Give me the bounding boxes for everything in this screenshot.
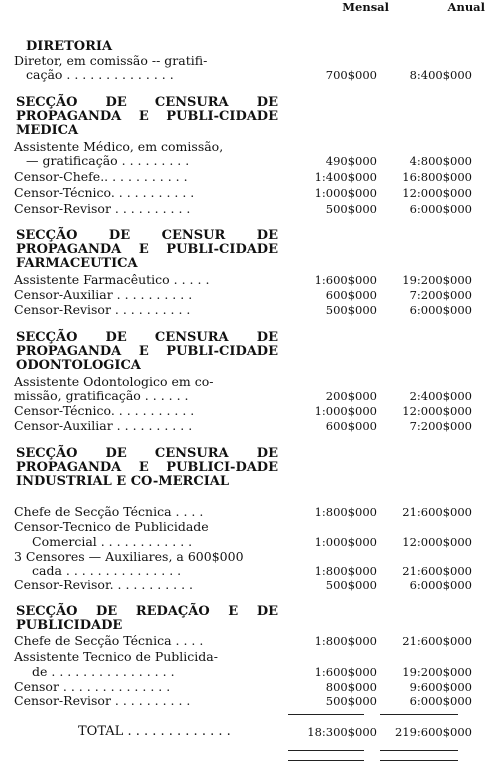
row-label: Censor-Técnico. . . . . . . . . . . <box>14 185 195 200</box>
mensal-value: 600$000 <box>325 288 377 302</box>
row-label: cada . . . . . . . . . . . . . . . <box>32 563 182 578</box>
row-label: Assistente Médico, em comissão, <box>14 139 224 154</box>
header-mensal: Mensal <box>342 0 389 14</box>
row-label: Censor-Revisor . . . . . . . . . . <box>14 693 191 708</box>
section-title-redacao: SECÇÃO DE REDAÇÃO E DE PUBLICIDADE <box>16 604 278 633</box>
row-label: Chefe de Secção Técnica . . . . <box>14 633 204 648</box>
row-label: cação . . . . . . . . . . . . . . <box>26 67 174 82</box>
header-anual: Anual <box>447 0 485 14</box>
divider <box>380 714 458 715</box>
row-label: Censor-Auxiliar . . . . . . . . . . <box>14 418 193 433</box>
total-anual: 219:600$000 <box>394 725 472 739</box>
table-row <box>14 68 474 82</box>
row-label: Diretor, em comissão -- gratifi- <box>14 53 208 68</box>
row-label: Censor-Revisor . . . . . . . . . . <box>14 302 191 317</box>
row-label: missão, gratificação . . . . . . <box>14 388 189 403</box>
anual-value: 6:000$000 <box>409 202 472 216</box>
row-label: — gratificação . . . . . . . . . <box>26 153 190 168</box>
divider <box>380 750 458 751</box>
mensal-value: 1:000$000 <box>314 404 377 418</box>
divider <box>380 760 458 761</box>
table-row <box>14 170 474 184</box>
section-title-medica: SECÇÃO DE CENSURA DE PROPAGANDA E PUBLI-CIDADE MEDICA <box>16 95 278 138</box>
table-row <box>14 505 474 519</box>
table-row <box>14 186 474 200</box>
row-label: Comercial . . . . . . . . . . . . <box>32 534 193 549</box>
row-label: Censor . . . . . . . . . . . . . . <box>14 679 171 694</box>
table-row <box>14 665 474 679</box>
mensal-value: 1:400$000 <box>314 170 377 184</box>
row-label: Censor-Revisor. . . . . . . . . . . <box>14 577 194 592</box>
table-row <box>14 303 474 317</box>
table-row <box>14 375 474 389</box>
mensal-value: 1:800$000 <box>314 564 377 578</box>
mensal-value: 800$000 <box>325 680 377 694</box>
total-label: TOTAL . . . . . . . . . . . . . <box>78 724 231 739</box>
divider <box>288 750 364 751</box>
mensal-value: 500$000 <box>325 303 377 317</box>
anual-value: 19:200$000 <box>402 665 472 679</box>
row-label: Censor-Revisor . . . . . . . . . . <box>14 201 191 216</box>
mensal-value: 200$000 <box>325 389 377 403</box>
section-title-farmaceutica: SECÇÃO DE CENSUR DE PROPAGANDA E PUBLI-CIDADE FARMACEUTICA <box>16 228 278 271</box>
anual-value: 2:400$000 <box>409 389 472 403</box>
anual-value: 16:800$000 <box>402 170 472 184</box>
section-title-odontologica: SECÇÃO DE CENSURA DE PROPAGANDA E PUBLI-CIDADE ODONTOLOGICA <box>16 330 278 373</box>
anual-value: 7:200$000 <box>409 419 472 433</box>
row-label: Censor-Auxiliar . . . . . . . . . . <box>14 287 193 302</box>
table-row <box>14 634 474 648</box>
divider <box>288 760 364 761</box>
anual-value: 7:200$000 <box>409 288 472 302</box>
anual-value: 12:000$000 <box>402 404 472 418</box>
table-row <box>14 288 474 302</box>
mensal-value: 1:800$000 <box>314 634 377 648</box>
row-label: 3 Censores — Auxiliares, a 600$000 <box>14 549 244 564</box>
row-label: Assistente Tecnico de Publicida- <box>14 649 218 664</box>
mensal-value: 1:600$000 <box>314 665 377 679</box>
mensal-value: 1:000$000 <box>314 186 377 200</box>
table-row <box>14 404 474 418</box>
row-label: Censor-Tecnico de Publicidade <box>14 519 209 534</box>
mensal-value: 1:800$000 <box>314 505 377 519</box>
table-row <box>14 680 474 694</box>
anual-value: 21:600$000 <box>402 505 472 519</box>
anual-value: 9:600$000 <box>409 680 472 694</box>
table-row <box>14 578 474 592</box>
row-label: de . . . . . . . . . . . . . . . . <box>32 664 175 679</box>
row-label: Censor-Técnico. . . . . . . . . . . <box>14 403 195 418</box>
mensal-value: 500$000 <box>325 694 377 708</box>
anual-value: 12:000$000 <box>402 535 472 549</box>
table-row <box>14 535 474 549</box>
anual-value: 6:000$000 <box>409 694 472 708</box>
anual-value: 21:600$000 <box>402 564 472 578</box>
anual-value: 6:000$000 <box>409 303 472 317</box>
section-title-diretoria: DIRETORIA <box>26 39 113 54</box>
table-row <box>14 140 474 154</box>
mensal-value: 700$000 <box>325 68 377 82</box>
table-row <box>14 419 474 433</box>
table-row <box>14 54 474 68</box>
anual-value: 21:600$000 <box>402 634 472 648</box>
mensal-value: 490$000 <box>325 154 377 168</box>
divider <box>288 714 364 715</box>
table-row <box>14 520 474 534</box>
row-label: Assistente Odontologico em co- <box>14 374 214 389</box>
section-title-industrial: SECÇÃO DE CENSURA DE PROPAGANDA E PUBLICI-DADE INDUSTRIAL E CO-MERCIAL <box>16 446 278 489</box>
mensal-value: 600$000 <box>325 419 377 433</box>
mensal-value: 500$000 <box>325 578 377 592</box>
table-row <box>14 389 474 403</box>
mensal-value: 500$000 <box>325 202 377 216</box>
table-row <box>14 154 474 168</box>
mensal-value: 1:600$000 <box>314 273 377 287</box>
anual-value: 4:800$000 <box>409 154 472 168</box>
table-row <box>14 202 474 216</box>
mensal-value: 1:000$000 <box>314 535 377 549</box>
anual-value: 12:000$000 <box>402 186 472 200</box>
anual-value: 6:000$000 <box>409 578 472 592</box>
anual-value: 8:400$000 <box>409 68 472 82</box>
table-row <box>14 564 474 578</box>
table-row <box>14 694 474 708</box>
row-label: Chefe de Secção Técnica . . . . <box>14 504 204 519</box>
table-row <box>14 650 474 664</box>
total-row <box>14 725 474 739</box>
table-row <box>14 273 474 287</box>
table-row <box>14 550 474 564</box>
total-mensal: 18:300$000 <box>307 725 377 739</box>
row-label: Assistente Farmacêutico . . . . . <box>14 272 210 287</box>
row-label: Censor-Chefe.. . . . . . . . . . . <box>14 169 188 184</box>
anual-value: 19:200$000 <box>402 273 472 287</box>
